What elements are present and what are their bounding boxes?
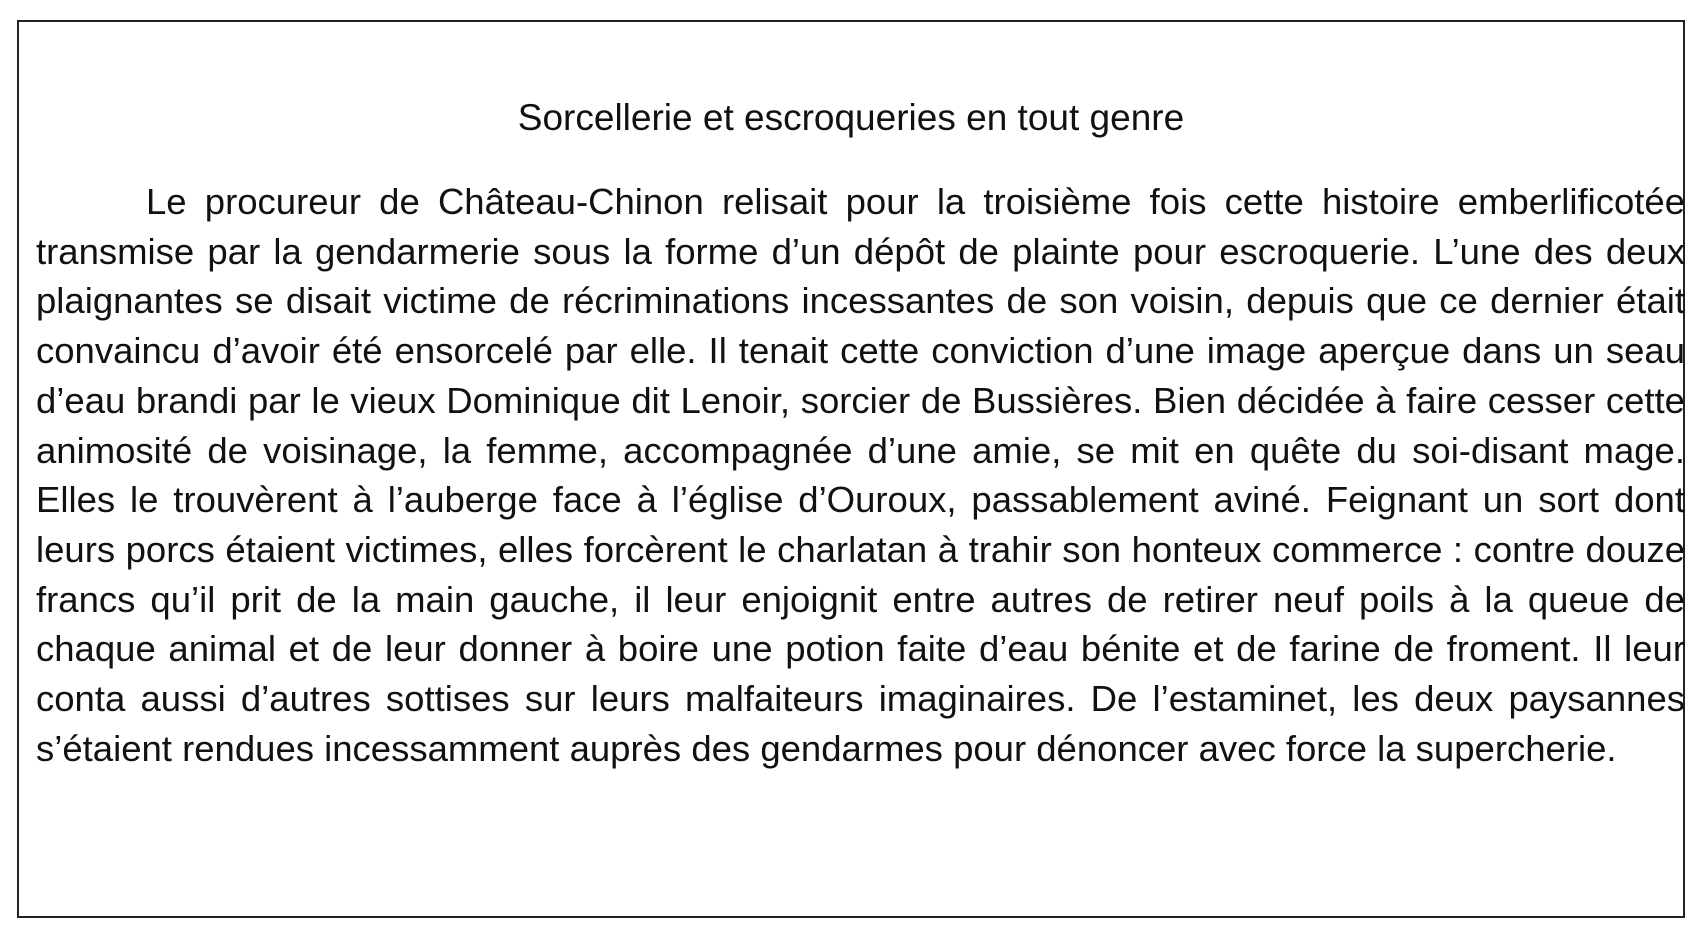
document-title: Sorcellerie et escroqueries en tout genre bbox=[517, 97, 1185, 138]
document-frame bbox=[17, 20, 1685, 918]
document-paragraph: Le procureur de Château-Chinon relisait pour la troisième fois cette histoire emberlificotée transmise par la gendarmerie sous la forme d’un dépôt de plainte pour escroquerie. L’une des deux plaignantes se disait victime de récriminations incessantes de son voisin, depuis que ce dernier était convaincu d’avoir été ensorcelé par elle. Il tenait cette conviction d’une image aperçue dans un seau d’eau brandi par le vieux Dominique dit Lenoir, sorcier de Bussières. Bien décidée à faire cesser cette animosité de voisinage, la femme, accompagnée d’une amie, se mit en quête du soi-disant mage. Elles le trouvèrent à l’auberge face à l’église d’Ouroux, passablement aviné. Feignant un sort dont leurs porcs étaient victimes, elles forcèrent le charlatan à trahir son honteux commerce : contre douze francs qu’il prit de la main gauche, il leur enjoignit entre autres de retirer neuf poils à la queue de chaque animal et de leur donner à boire une potion faite d’eau bénite et de farine de froment. Il leur conta aussi d’autres sottises sur leurs malfaiteurs imaginaires. De l’estaminet, les deux paysannes s’étaient rendues incessamment auprès des gendarmes pour dénoncer avec force la supercherie. bbox=[36, 181, 1685, 769]
